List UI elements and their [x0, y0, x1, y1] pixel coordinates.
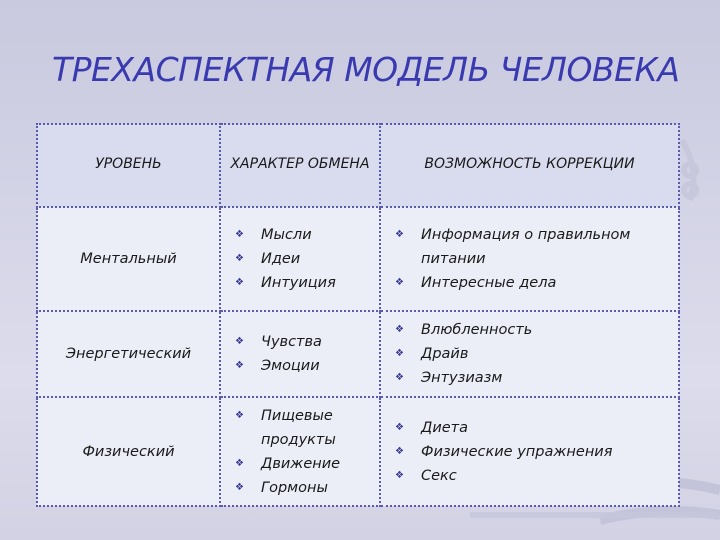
diamond-bullet-icon: ❖ [235, 336, 244, 347]
level-cell: Физический [37, 397, 220, 506]
correction-cell [380, 311, 679, 397]
list-item: ❖ Мысли [235, 223, 375, 247]
correction-cell [380, 207, 679, 311]
list-item: ❖ Диета [395, 416, 674, 440]
diamond-bullet-icon: ❖ [395, 469, 404, 481]
diamond-bullet-icon: ❖ [395, 372, 404, 383]
diamond-bullet-icon: ❖ [395, 421, 404, 433]
correction-list [381, 223, 678, 295]
exchange-cell [220, 207, 380, 311]
diamond-bullet-icon: ❖ [395, 229, 404, 240]
level-cell: Энергетический [37, 311, 220, 397]
list-item: ❖ Секс [395, 464, 674, 488]
level-cell: Ментальный [37, 207, 220, 311]
exchange-cell [220, 397, 380, 506]
diamond-bullet-icon: ❖ [235, 457, 244, 469]
list-item: ❖ Драйв [395, 342, 674, 366]
three-aspect-model-table [36, 123, 680, 507]
slide-title: ТРЕХАСПЕКТНАЯ МОДЕЛЬ ЧЕЛОВЕКА [52, 50, 680, 89]
list-item: ❖ Гормоны [235, 476, 375, 500]
diamond-bullet-icon: ❖ [235, 409, 244, 421]
header-correction: ВОЗМОЖНОСТЬ КОРРЕКЦИИ [380, 124, 679, 207]
diamond-bullet-icon: ❖ [395, 445, 404, 457]
table-row [37, 311, 679, 397]
list-item: ❖ Интересные дела [395, 271, 674, 295]
list-item: ❖ Энтузиазм [395, 366, 674, 390]
table-row [37, 207, 679, 311]
diamond-bullet-icon: ❖ [235, 481, 244, 493]
diamond-bullet-icon: ❖ [235, 229, 244, 240]
exchange-list [221, 330, 379, 378]
table-header-row [37, 124, 679, 207]
list-item: ❖ Физические упражнения [395, 440, 674, 464]
diamond-bullet-icon: ❖ [235, 360, 244, 371]
list-item: ❖ Идеи [235, 247, 375, 271]
list-item: ❖ Интуиция [235, 271, 375, 295]
list-item: ❖ Чувства [235, 330, 375, 354]
diamond-bullet-icon: ❖ [395, 348, 404, 359]
diamond-bullet-icon: ❖ [395, 324, 404, 335]
table-row [37, 397, 679, 506]
diamond-bullet-icon: ❖ [395, 277, 404, 288]
list-item: ❖ Информация о правильном питании [395, 223, 674, 271]
correction-list [381, 318, 678, 390]
header-exchange: ХАРАКТЕР ОБМЕНА [220, 124, 380, 207]
list-item: ❖ Движение [235, 452, 375, 476]
diamond-bullet-icon: ❖ [235, 277, 244, 288]
list-item: ❖ Влюбленность [395, 318, 674, 342]
list-item: ❖ Эмоции [235, 354, 375, 378]
exchange-cell [220, 311, 380, 397]
correction-list [381, 416, 678, 488]
diamond-bullet-icon: ❖ [235, 253, 244, 264]
header-level: УРОВЕНЬ [37, 124, 220, 207]
list-item: ❖ Пищевые продукты [235, 404, 375, 452]
exchange-list [221, 223, 379, 295]
correction-cell [380, 397, 679, 506]
exchange-list [221, 404, 379, 500]
